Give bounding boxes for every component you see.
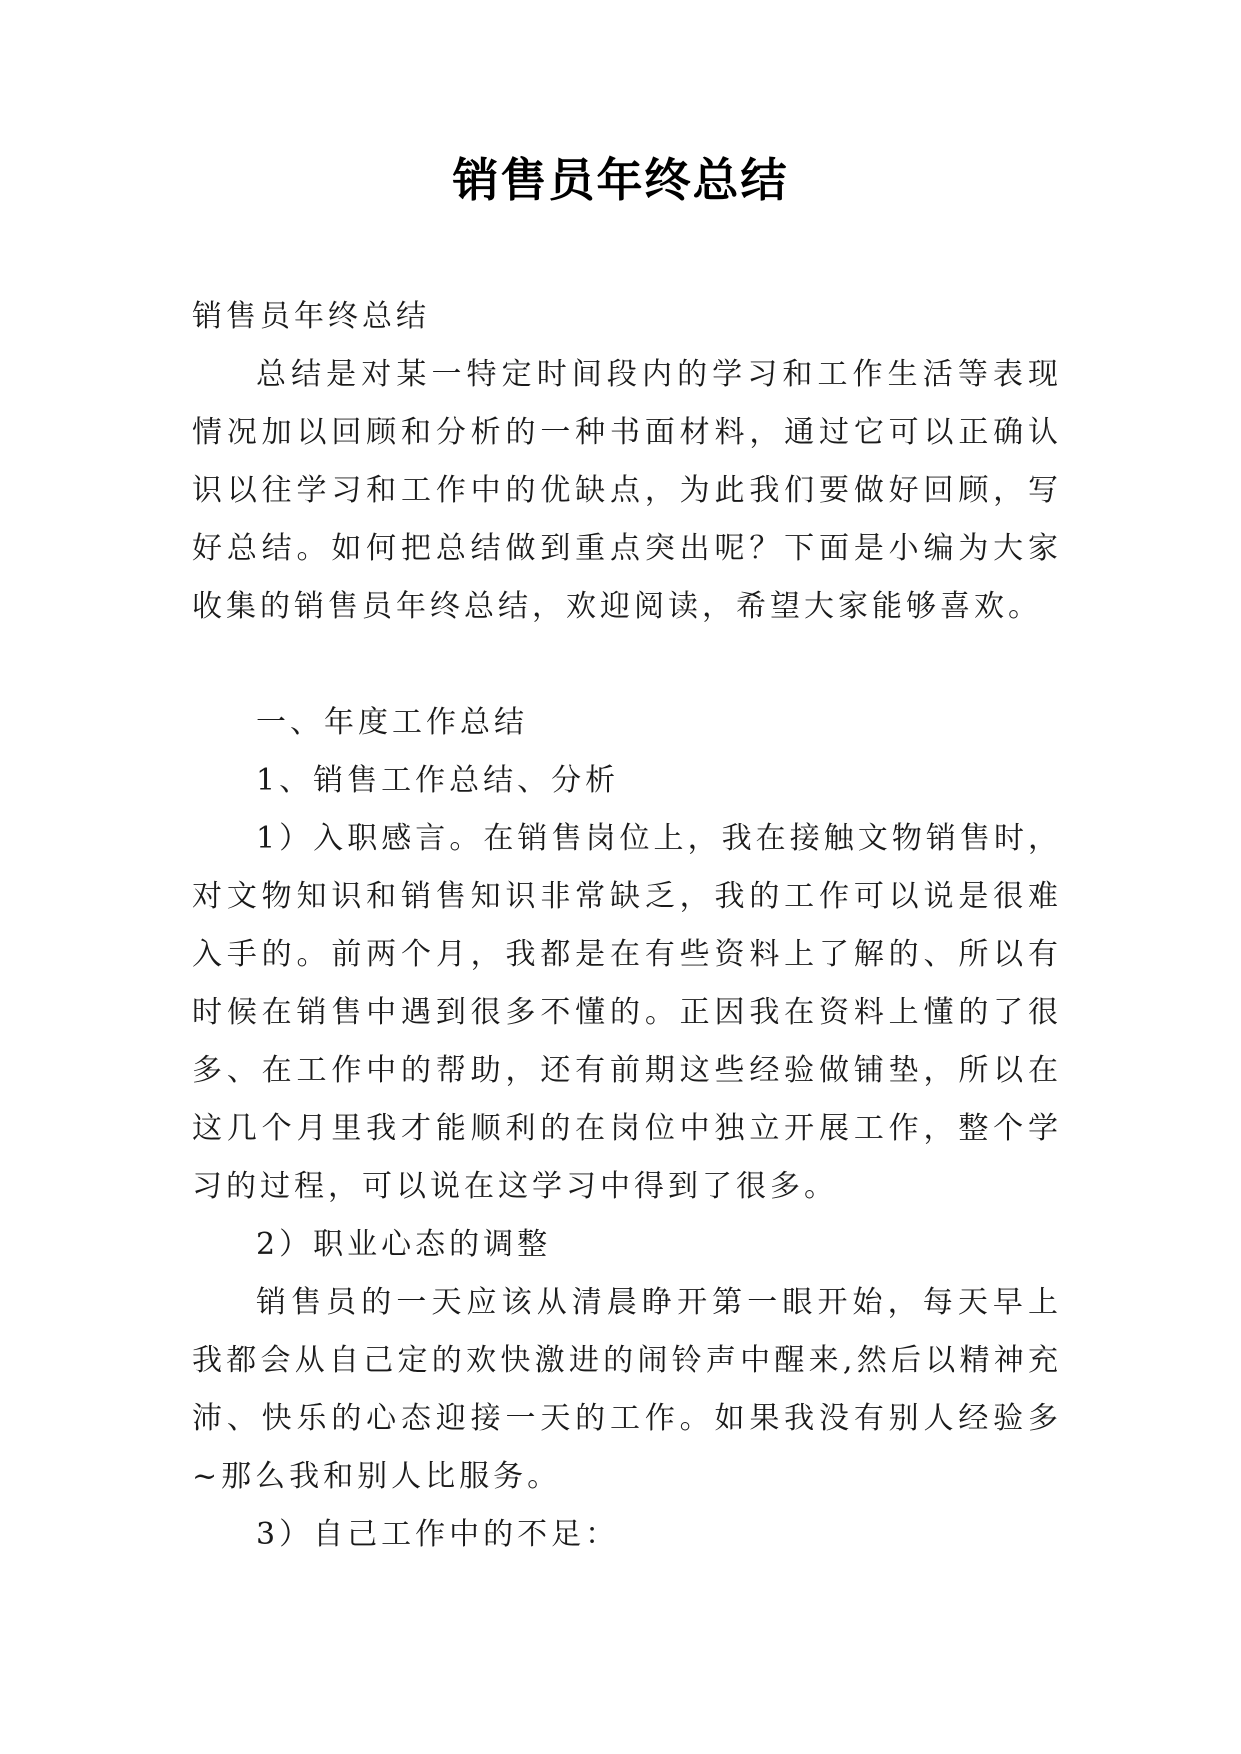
item1-paragraph: 1）入职感言。在销售岗位上，我在接触文物销售时，对文物知识和销售知识非常缺乏，我的工作可以说是很难入手的。前两个月，我都是在有些资料上了解的、所以有时候在销售中遇到很多不懂的。正因我在资料上懂的了很多、在工作中的帮助，还有前期这些经验做铺垫，所以在这几个月里我才能顺利的在岗位中独立开展工作，整个学习的过程，可以说在这学习中得到了很多。 <box>192 821 1062 1204</box>
document-subtitle: 销售员年终总结 <box>192 299 430 334</box>
subsection-heading: 1、销售工作总结、分析 <box>256 763 620 798</box>
intro-paragraph: 总结是对某一特定时间段内的学习和工作生活等表现情况加以回顾和分析的一种书面材料，通过它可以正确认识以往学习和工作中的优缺点，为此我们要做好回顾，写好总结。如何把总结做到重点突出呢？下面是小编为大家收集的销售员年终总结，欢迎阅读，希望大家能够喜欢。 <box>192 357 1062 624</box>
item2-paragraph: 销售员的一天应该从清晨睁开第一眼开始，每天早上我都会从自己定的欢快激进的闹铃声中醒来,然后以精神充沛、快乐的心态迎接一天的工作。如果我没有别人经验多~那么我和别人比服务。 <box>192 1285 1062 1494</box>
document-title: 销售员年终总结 <box>452 153 789 207</box>
document-body <box>192 288 1062 1564</box>
item3-heading: 3）自己工作中的不足： <box>256 1517 620 1552</box>
item2-heading: 2）职业心态的调整 <box>256 1227 552 1262</box>
paragraph-spacer <box>192 636 1062 694</box>
section-heading: 一、年度工作总结 <box>256 705 528 740</box>
